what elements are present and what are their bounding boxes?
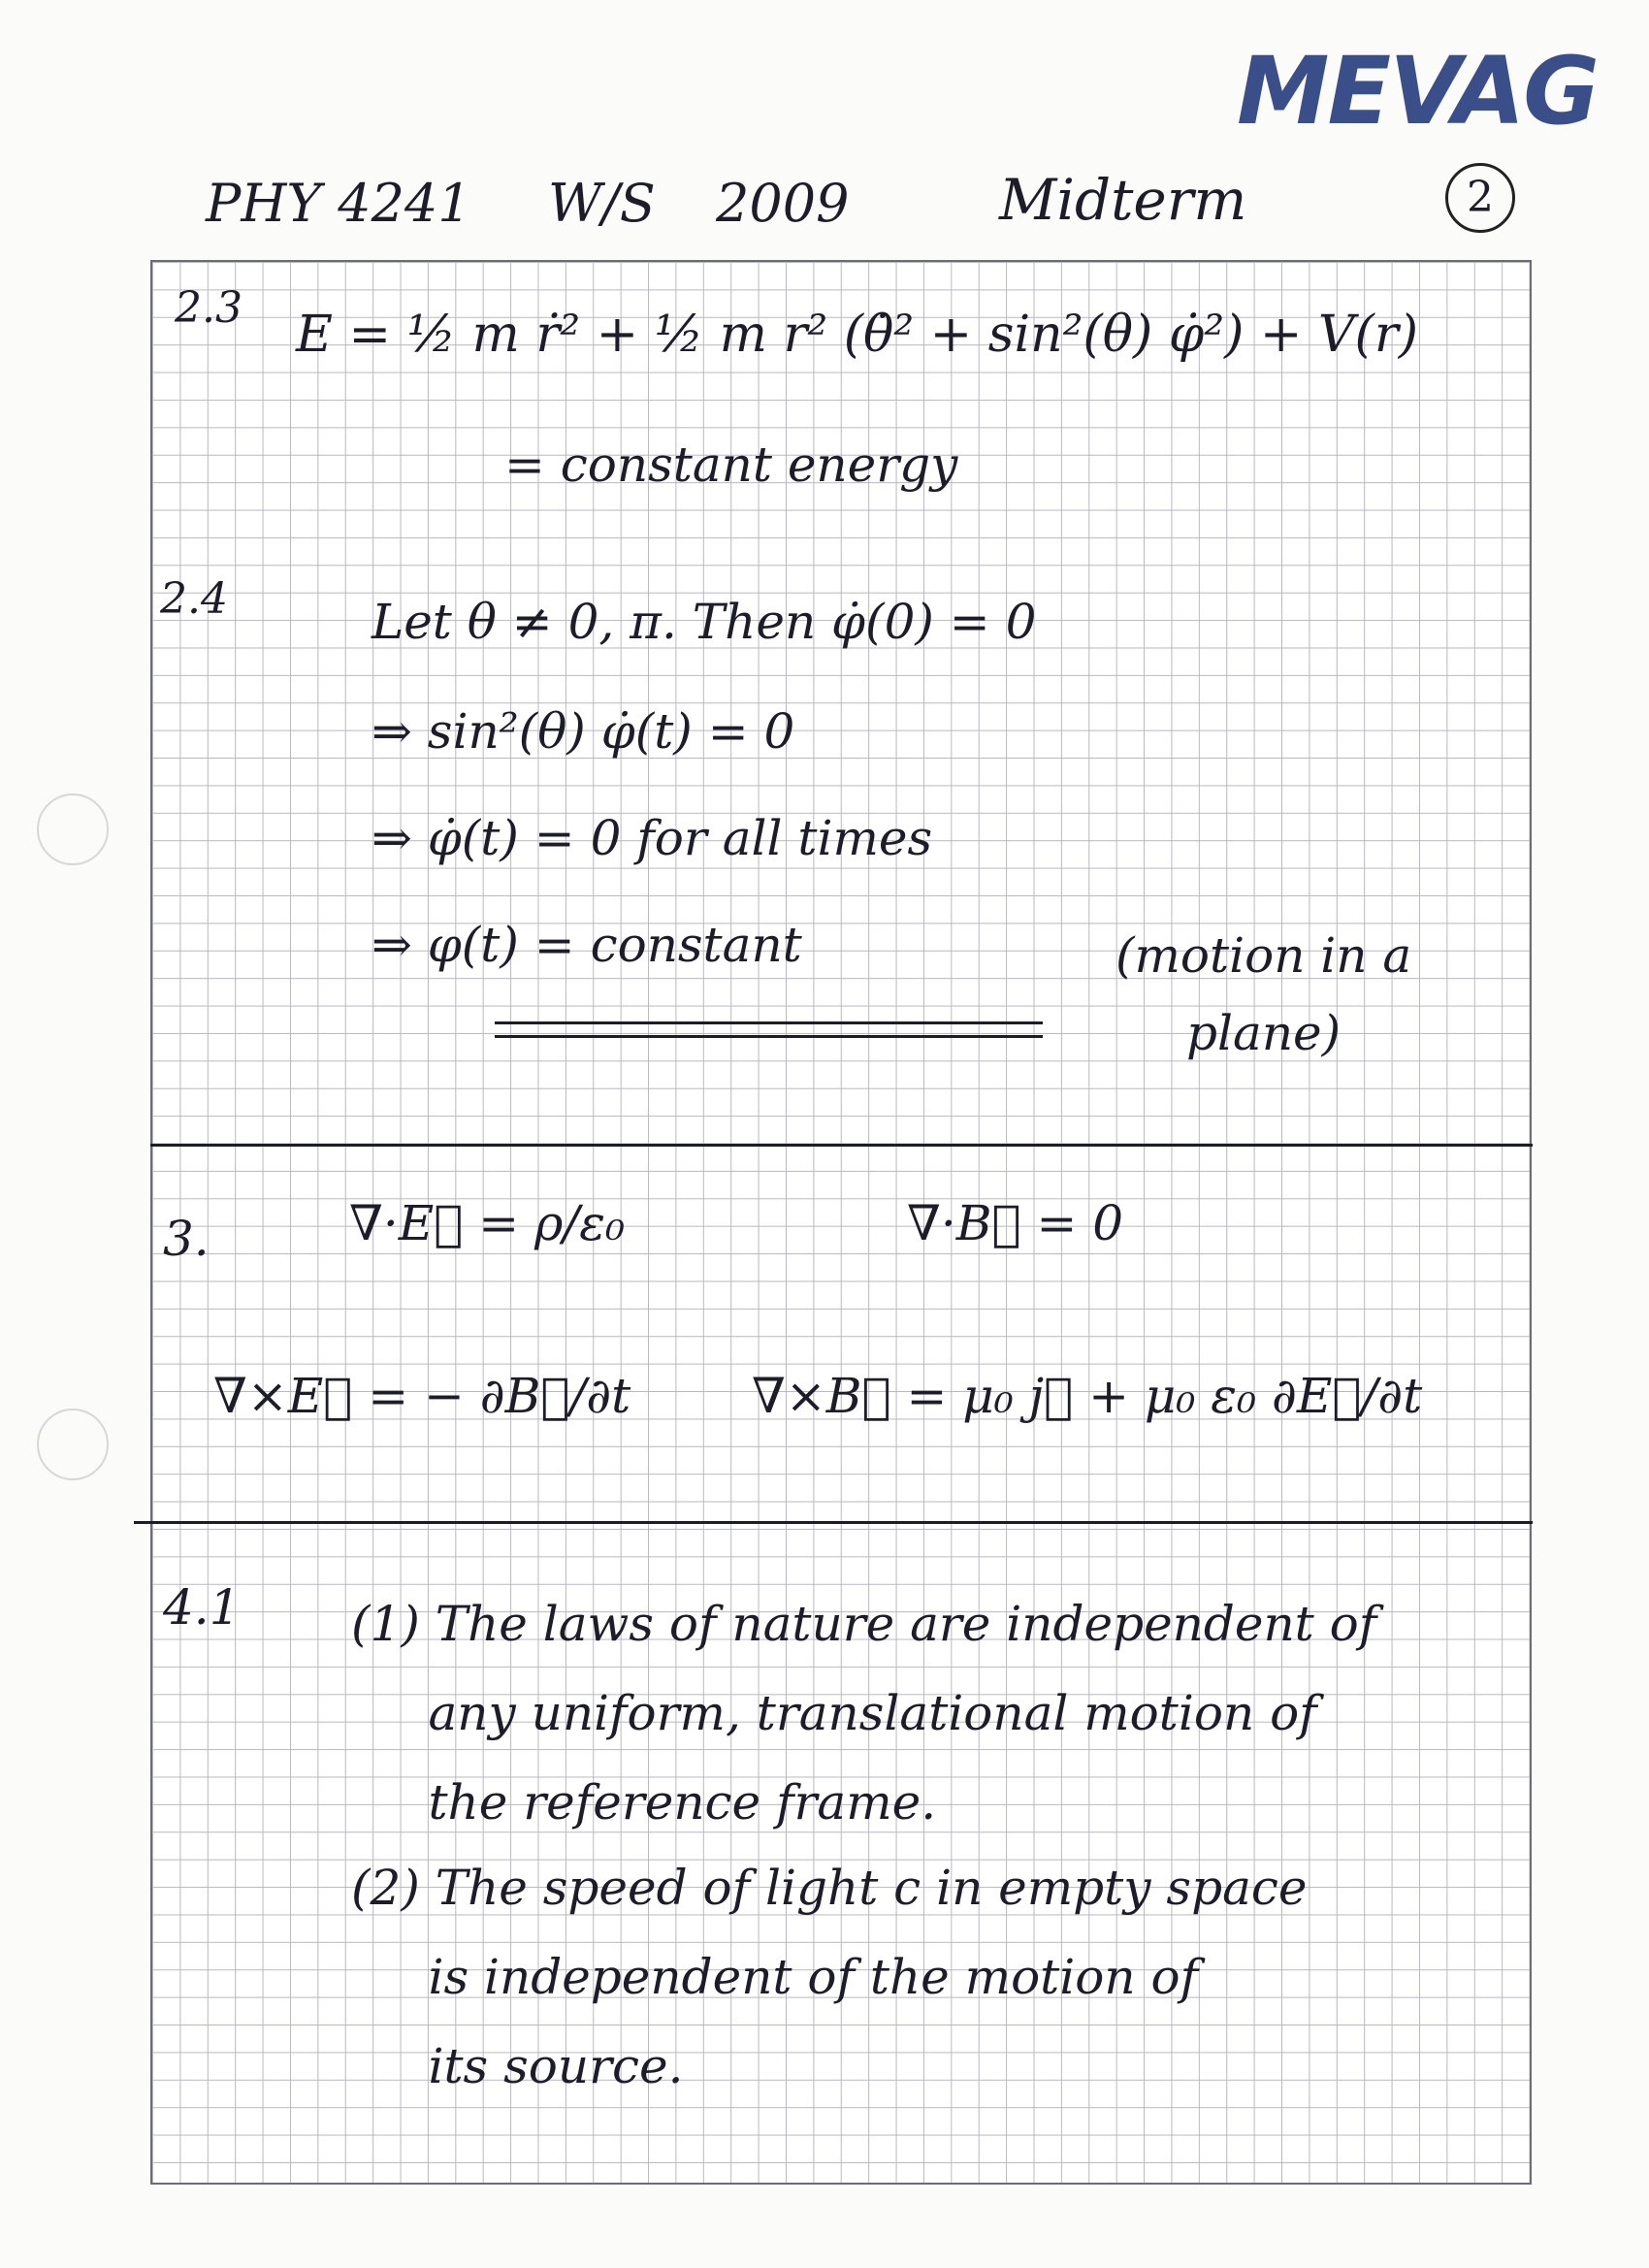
derivation-result: ⇒ φ(t) = constant	[372, 917, 802, 973]
page-number-circle: 2	[1445, 163, 1515, 233]
double-underline	[495, 1021, 1043, 1024]
year: 2009	[716, 173, 850, 234]
section-divider	[150, 1144, 1533, 1147]
section-label-2-3: 2.3	[175, 283, 242, 333]
section-label-3: 3.	[163, 1211, 210, 1267]
derivation-line: ⇒ φ̇(t) = 0 for all times	[372, 810, 933, 866]
punch-hole	[37, 1409, 109, 1480]
term: W/S	[548, 173, 656, 234]
logo: MEVAG	[1237, 37, 1598, 146]
punch-hole	[37, 794, 109, 865]
double-underline	[495, 1035, 1043, 1038]
derivation-line: Let θ ≠ 0, π. Then φ̇(0) = 0	[372, 594, 1037, 650]
maxwell-gauss-law: ∇·E⃗ = ρ/ε₀	[349, 1195, 626, 1251]
section-label-4-1: 4.1	[163, 1579, 241, 1636]
maxwell-faraday-law: ∇×E⃗ = − ∂B⃗/∂t	[213, 1368, 631, 1424]
section-divider	[134, 1521, 1533, 1524]
motion-note: (motion in a plane)	[1116, 927, 1412, 1061]
postulate-2: (2) The speed of light c in empty space is independent of the motion of its source.	[351, 1860, 1308, 2094]
derivation-line: ⇒ sin²(θ) φ̇(t) = 0	[372, 703, 795, 760]
maxwell-ampere-law: ∇×B⃗ = μ₀ j⃗ + μ₀ ε₀ ∂E⃗/∂t	[752, 1368, 1423, 1424]
postulate-1: (1) The laws of nature are independent of any uniform, translational motion of the reference frame.	[351, 1596, 1377, 1831]
section-label-2-4: 2.4	[160, 574, 228, 624]
energy-equation: E = ½ m ṙ² + ½ m r² (θ̇² + sin²(θ) φ̇²) + V(r)	[296, 306, 1418, 364]
energy-result: = constant energy	[504, 437, 958, 493]
maxwell-gauss-magnetism: ∇·B⃗ = 0	[907, 1195, 1124, 1251]
page-title: Midterm	[999, 167, 1247, 233]
course-code: PHY 4241	[206, 173, 471, 234]
